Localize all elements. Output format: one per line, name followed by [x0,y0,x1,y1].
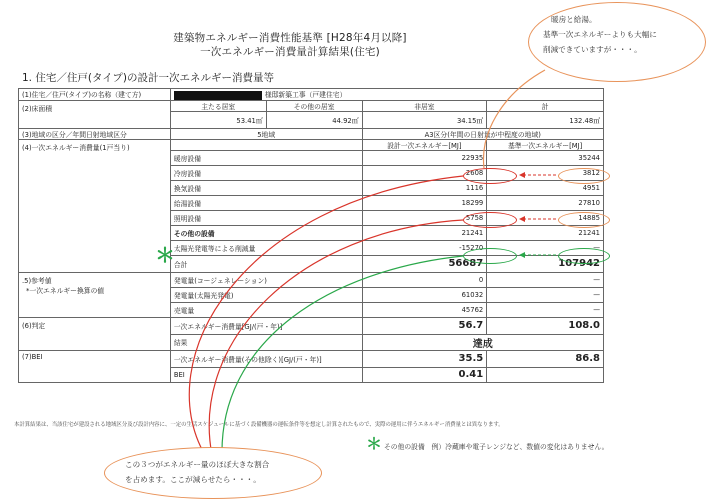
energy-item-label: 暖房設備 [170,150,362,165]
reference-standard: — [487,272,604,287]
solar-value: A3区分(年間の日射量が中程度の地域) [362,128,603,139]
energy-standard-value: 4951 [487,180,604,195]
energy-design-value: -15270 [362,240,487,255]
floor-header: 計 [487,100,604,111]
reference-standard: — [487,287,604,302]
callout-bottom [104,447,322,499]
floor-header: 非居室 [362,100,487,111]
reference-design: 61032 [362,287,487,302]
energy-standard-value: — [487,240,604,255]
judge-design: 56.7 [362,317,487,334]
energy-standard-value: 35244 [487,150,604,165]
callout-bottom-line: この３つがエネルギー量のほぼ大きな割合 [125,460,270,469]
reference-design: 0 [362,272,487,287]
energy-design-value: 2608 [362,165,487,180]
energy-label: (4)一次エネルギー消費量(1戸当り) [19,139,171,272]
callout-top-line: 暖房と給湯。 [551,15,597,24]
bei-design: 35.5 [362,350,487,367]
floor-value: 132.48㎡ [487,111,604,128]
col-design-header: 設計一次エネルギー[MJ] [362,139,487,150]
energy-design-value: 21241 [362,225,487,240]
callout-top-connector [484,70,545,168]
energy-item-label: 照明設備 [170,210,362,225]
energy-design-value: 1116 [362,180,487,195]
judge-standard: 108.0 [487,317,604,334]
reference-item-label: 売電量 [170,302,362,317]
section-heading: 1. 住宅／住戸(タイプ)の設計一次エネルギー消費量等 [22,72,275,84]
floor-value: 44.92㎡ [266,111,362,128]
energy-item-label: 冷房設備 [170,165,362,180]
callout-top-line: 削減できていますが・・・。 [543,45,642,54]
region-value: 5地域 [170,128,362,139]
floor-value: 53.41㎡ [170,111,266,128]
energy-standard-value: 14885 [487,210,604,225]
name-label: (1)住宅／住戸(タイプ)の名称（建て方) [19,89,171,101]
floor-label: (2)床面積 [19,100,171,128]
name-value: 様邸新築工事（戸建住宅） [264,91,347,99]
star-note: その他の設備 例）冷蔵庫や電子レンジなど、数値の変化はありません。 [384,443,609,451]
energy-design-value: 5758 [362,210,487,225]
callout-top [528,2,706,82]
floor-header: その他の居室 [266,100,362,111]
total-label: 合計 [170,255,362,272]
judge-label: (6)判定 [19,317,171,350]
star-marker: ＊ [155,243,175,267]
result-value: 達成 [362,334,603,350]
energy-item-label: 換気設備 [170,180,362,195]
bei-standard: 86.8 [487,350,604,367]
region-label: (3)地域の区分／年間日射地域区分 [19,128,171,139]
total-standard: 107942 [487,255,604,272]
judge-item: 一次エネルギー消費量[GJ/(戸・年)] [170,317,362,334]
doc-title-2: 一次エネルギー消費量計算結果(住宅) [200,46,380,58]
connector-heating [189,176,463,455]
bei-row-label: BEI [170,367,362,382]
bei-label: (7)BEI [19,350,171,382]
bei-item: 一次エネルギー消費量(その他除く)[GJ/(戸・年)] [170,350,362,367]
energy-standard-value: 21241 [487,225,604,240]
floor-value: 34.15㎡ [362,111,487,128]
col-standard-header: 基準一次エネルギー[MJ] [487,139,604,150]
connector-other [222,256,463,455]
star-note-marker: ＊ [366,434,383,453]
reference-design: 45762 [362,302,487,317]
reference-item-label: 発電量(太陽光発電) [170,287,362,302]
energy-item-label: 太陽光発電等による削減量 [170,240,362,255]
floor-header: 主たる居室 [170,100,266,111]
connector-hotwater [209,220,463,455]
callout-bottom-line: を占めます。ここが減らせたら・・・。 [125,475,261,484]
energy-standard-value: 27810 [487,195,604,210]
reference-item-label: 発電量(コージェネレーション) [170,272,362,287]
result-label: 結果 [170,334,362,350]
energy-design-value: 22935 [362,150,487,165]
callout-top-line: 基準一次エネルギーよりも大幅に [543,30,657,39]
reference-sublabel: *一次エネルギー換算の値 [26,286,105,295]
total-design: 56687 [362,255,487,272]
energy-standard-value: 3812 [487,165,604,180]
reference-standard: — [487,302,604,317]
energy-item-label: その他の設備 [170,225,362,240]
energy-design-value: 18299 [362,195,487,210]
bei-value: 0.41 [362,367,487,382]
footnote: 本計算結果は、当該住宅が建設される地域区分及び設計内容に、一定の生活スケジュールに基づく設備機器の運転条件等を想定し計算されたもので、実際の運用に伴うエネルギー消費量とは異なります。 [14,422,504,428]
energy-item-label: 給湯設備 [170,195,362,210]
reference-label: .5)参考値 [22,276,52,285]
doc-title-1: 建築物エネルギー消費性能基準 [H28年4月以降] [173,32,407,44]
